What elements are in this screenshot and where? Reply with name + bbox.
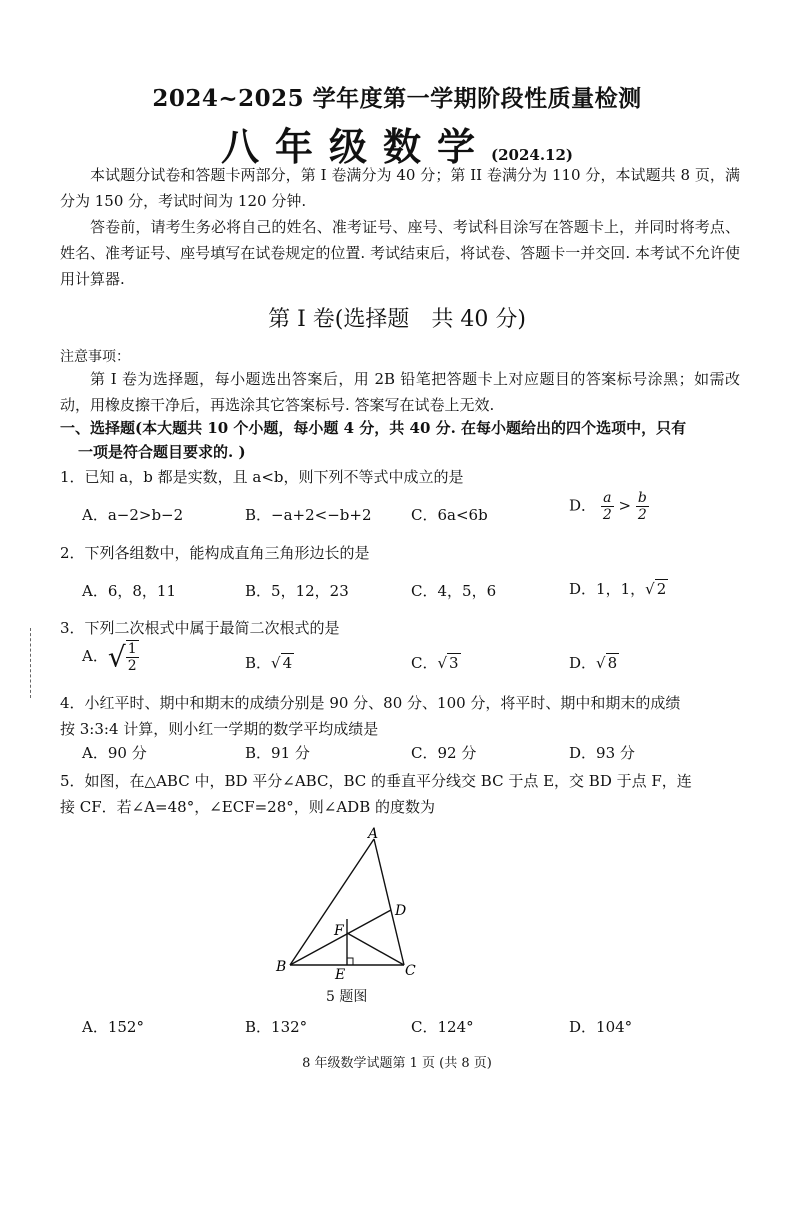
q1-option-a: A．a−2>b−2: [82, 506, 184, 524]
right-angle-mark: [347, 958, 353, 965]
exam-date: (2024.12): [490, 146, 574, 164]
intro-paragraph-2: 答卷前，请考生务必将自己的姓名、准考证号、座号、考试科目涂写在答题卡上，并同时将考点、姓名、准考证号、座号填写在试卷规定的位置. 考试结束后，将试卷、答题卡一并交回. 本考试不允许使用计算器.: [60, 218, 740, 288]
q5-figure-caption: 5 题图: [326, 989, 368, 1005]
q1-option-d-relation: >: [618, 496, 632, 515]
label-b: B: [276, 959, 287, 975]
q3-option-b-label: B．: [245, 654, 272, 672]
q3-option-a: [82, 640, 139, 674]
radicand: 3: [449, 654, 459, 672]
q5-option-a: A．152°: [82, 1018, 144, 1036]
q3-option-c: [411, 652, 461, 673]
q5-option-c: C．124°: [411, 1018, 474, 1036]
q4-stem-line-2: 按 3:3:4 计算，则小红一学期的数学平均成绩是: [60, 720, 379, 738]
q4-stem-line-1: 4．小红平时、期中和期末的成绩分别是 90 分、80 分、100 分，将平时、期中和期末的成绩: [60, 694, 681, 712]
segment-cf: [347, 933, 404, 965]
notes-body: 第 I 卷为选择题，每小题选出答案后，用 2B 铅笔把答题卡上对应题目的答案标号涂黑；如需改动，用橡皮擦干净后，再选涂其它答案标号. 答案写在试卷上无效.: [60, 370, 740, 414]
segment-ca: [374, 839, 407, 965]
q1-option-d-fraction-1: [601, 490, 614, 523]
label-a: A: [368, 826, 379, 842]
q4-option-a: A．90 分: [82, 744, 147, 762]
subject-name: 八年级数学: [220, 124, 491, 169]
q5-option-d: D．104°: [569, 1018, 633, 1036]
fraction-denominator: 2: [637, 507, 647, 523]
part-heading-line-1: 一、选择题(本大题共 10 个小题，每小题 4 分，共 40 分. 在每小题给出的四个选项中，只有: [60, 419, 687, 437]
q3-option-c-label: C．: [411, 654, 438, 672]
fraction-denominator: 2: [127, 658, 137, 674]
q3-option-a-label: A．: [82, 647, 108, 665]
q2-option-d: [569, 578, 668, 599]
q5-option-b: B．132°: [245, 1018, 308, 1036]
binding-margin-mark: [30, 628, 33, 698]
q5-stem-line-2: 接 CF．若∠A=48°，∠ECF=28°，则∠ADB 的度数为: [60, 798, 435, 816]
sqrt-radical: √ 3: [437, 654, 459, 672]
q4-option-c: C．92 分: [411, 744, 477, 762]
sqrt-radical: √ 8: [596, 654, 618, 672]
section-title: 第 I 卷(选择题 共 40 分): [268, 307, 526, 332]
q1-option-d: [569, 490, 649, 523]
q1-option-d-label: D．: [569, 496, 597, 515]
q3-option-d-label: D．: [569, 654, 597, 672]
exam-title: 2024~2025 学年度第一学期阶段性质量检测: [152, 85, 642, 112]
sqrt-radical: √ 2: [645, 580, 667, 598]
q1-option-b: B．−a+2<−b+2: [245, 506, 372, 524]
q4-option-d: D．93 分: [569, 744, 635, 762]
fraction-numerator: b: [637, 490, 647, 506]
segment-ab: [290, 839, 374, 965]
q5-triangle-figure: [260, 825, 430, 985]
intro-paragraph-1: 本试题分试卷和答题卡两部分，第 I 卷满分为 40 分；第 II 卷满分为 110 分，本试题共 8 页，满分为 150 分，考试时间为 120 分钟.: [60, 166, 740, 210]
radicand: 2: [656, 580, 667, 598]
q2-option-c: C．4，5，6: [411, 582, 497, 600]
q3-option-b: [245, 652, 294, 673]
fraction-numerator: 1: [127, 641, 137, 657]
q4-option-b: B．91 分: [245, 744, 310, 762]
q2-option-d-label: D．1，1，: [569, 580, 646, 598]
q1-option-c: C．6a<6b: [411, 506, 488, 524]
q2-option-b: B．5，12，23: [245, 582, 349, 600]
q3-option-d: [569, 652, 619, 673]
fraction-denominator: 2: [602, 507, 612, 523]
q2-option-a: A．6，8，11: [82, 582, 177, 600]
q3-option-a-fraction: [126, 640, 139, 674]
label-e: E: [335, 967, 346, 983]
label-c: C: [405, 963, 416, 979]
radicand: 4: [282, 654, 293, 672]
sqrt-sign-icon: √: [107, 640, 126, 674]
page-footer: 8 年级数学试题第 1 页 (共 8 页): [302, 1056, 492, 1071]
q1-stem: 1．已知 a，b 都是实数，且 a<b，则下列不等式中成立的是: [60, 468, 464, 486]
label-d: D: [395, 903, 407, 919]
q3-stem: 3．下列二次根式中属于最简二次根式的是: [60, 619, 340, 637]
label-f: F: [334, 923, 344, 939]
q2-stem: 2．下列各组数中，能构成直角三角形边长的是: [60, 544, 370, 562]
sqrt-radical: √ 4: [271, 654, 293, 672]
q1-option-d-fraction-2: [636, 490, 649, 523]
part-heading-line-2: 一项是符合题目要求的. ): [78, 443, 246, 461]
radicand: 8: [607, 654, 618, 672]
notes-heading: 注意事项：: [60, 349, 130, 365]
q5-stem-line-1: 5．如图，在△ABC 中，BD 平分∠ABC，BC 的垂直平分线交 BC 于点 E，交 BD 于点 F，连: [60, 772, 692, 790]
fraction-numerator: a: [601, 490, 614, 507]
